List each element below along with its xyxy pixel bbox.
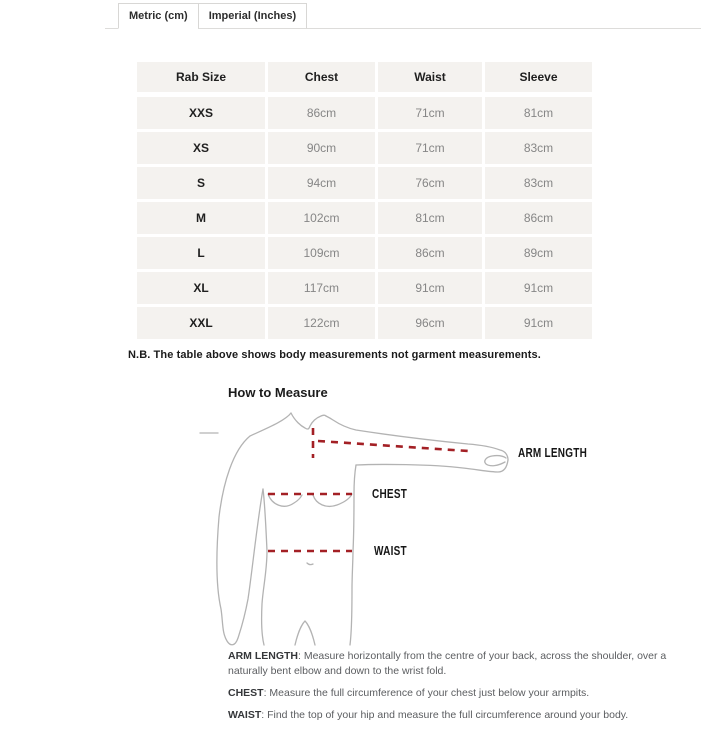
chest-value: 117cm: [268, 272, 375, 304]
size-label: XS: [137, 132, 265, 164]
sleeve-value: 83cm: [485, 132, 592, 164]
chest-value: 122cm: [268, 307, 375, 339]
unit-tabbar: [105, 3, 701, 29]
measuring-instructions: [228, 649, 700, 730]
size-label: XXS: [137, 97, 265, 129]
sleeve-value: 91cm: [485, 272, 592, 304]
waist-value: 71cm: [378, 132, 482, 164]
instruction-arm-length: [228, 649, 700, 679]
tab-imperial-label: Imperial (Inches): [208, 10, 297, 22]
diagram-label-chest: CHEST: [372, 487, 408, 501]
column-header-waist: Waist: [378, 62, 482, 92]
column-header-chest: Chest: [268, 62, 375, 92]
sleeve-value: 83cm: [485, 167, 592, 199]
tab-metric-cm[interactable]: [118, 3, 199, 29]
size-chart-table: [137, 62, 592, 339]
column-header-sleeve: Sleeve: [485, 62, 592, 92]
waist-value: 76cm: [378, 167, 482, 199]
instruction-arm-length-text: : Measure horizontally from the centre of your back, across the shoulder, over a naturally bent elbow and down to the wrist fold.: [228, 650, 667, 677]
chest-value: 90cm: [268, 132, 375, 164]
instruction-arm-length-label: ARM LENGTH: [228, 650, 298, 662]
instruction-chest-label: CHEST: [228, 687, 264, 699]
measurement-diagram: [195, 405, 525, 650]
column-header-rab-size: Rab Size: [137, 62, 265, 92]
how-to-measure-title: How to Measure: [228, 385, 328, 400]
body-outline-figure: [195, 405, 525, 650]
instruction-waist: [228, 708, 700, 723]
diagram-label-arm-length: ARM LENGTH: [518, 446, 588, 460]
sleeve-value: 89cm: [485, 237, 592, 269]
tab-imperial-inches[interactable]: [198, 3, 307, 29]
instruction-chest-text: : Measure the full circumference of your chest just below your armpits.: [263, 687, 590, 699]
instruction-waist-label: WAIST: [228, 709, 262, 721]
size-label: L: [137, 237, 265, 269]
waist-value: 96cm: [378, 307, 482, 339]
waist-value: 81cm: [378, 202, 482, 234]
arm-length-measure-line: [318, 441, 468, 451]
size-label: XL: [137, 272, 265, 304]
size-label: M: [137, 202, 265, 234]
tab-row: [118, 3, 307, 29]
sleeve-value: 86cm: [485, 202, 592, 234]
tab-metric-label: Metric (cm): [129, 10, 188, 22]
body-measurements-note: N.B. The table above shows body measurements not garment measurements.: [128, 349, 541, 361]
size-label: XXL: [137, 307, 265, 339]
instruction-chest: [228, 686, 700, 701]
chest-value: 94cm: [268, 167, 375, 199]
sleeve-value: 91cm: [485, 307, 592, 339]
chest-value: 86cm: [268, 97, 375, 129]
instruction-waist-text: : Find the top of your hip and measure the full circumference around your body.: [261, 709, 629, 721]
chest-value: 102cm: [268, 202, 375, 234]
waist-value: 71cm: [378, 97, 482, 129]
sleeve-value: 81cm: [485, 97, 592, 129]
waist-value: 91cm: [378, 272, 482, 304]
waist-value: 86cm: [378, 237, 482, 269]
diagram-label-waist: WAIST: [374, 544, 407, 558]
size-label: S: [137, 167, 265, 199]
chest-value: 109cm: [268, 237, 375, 269]
